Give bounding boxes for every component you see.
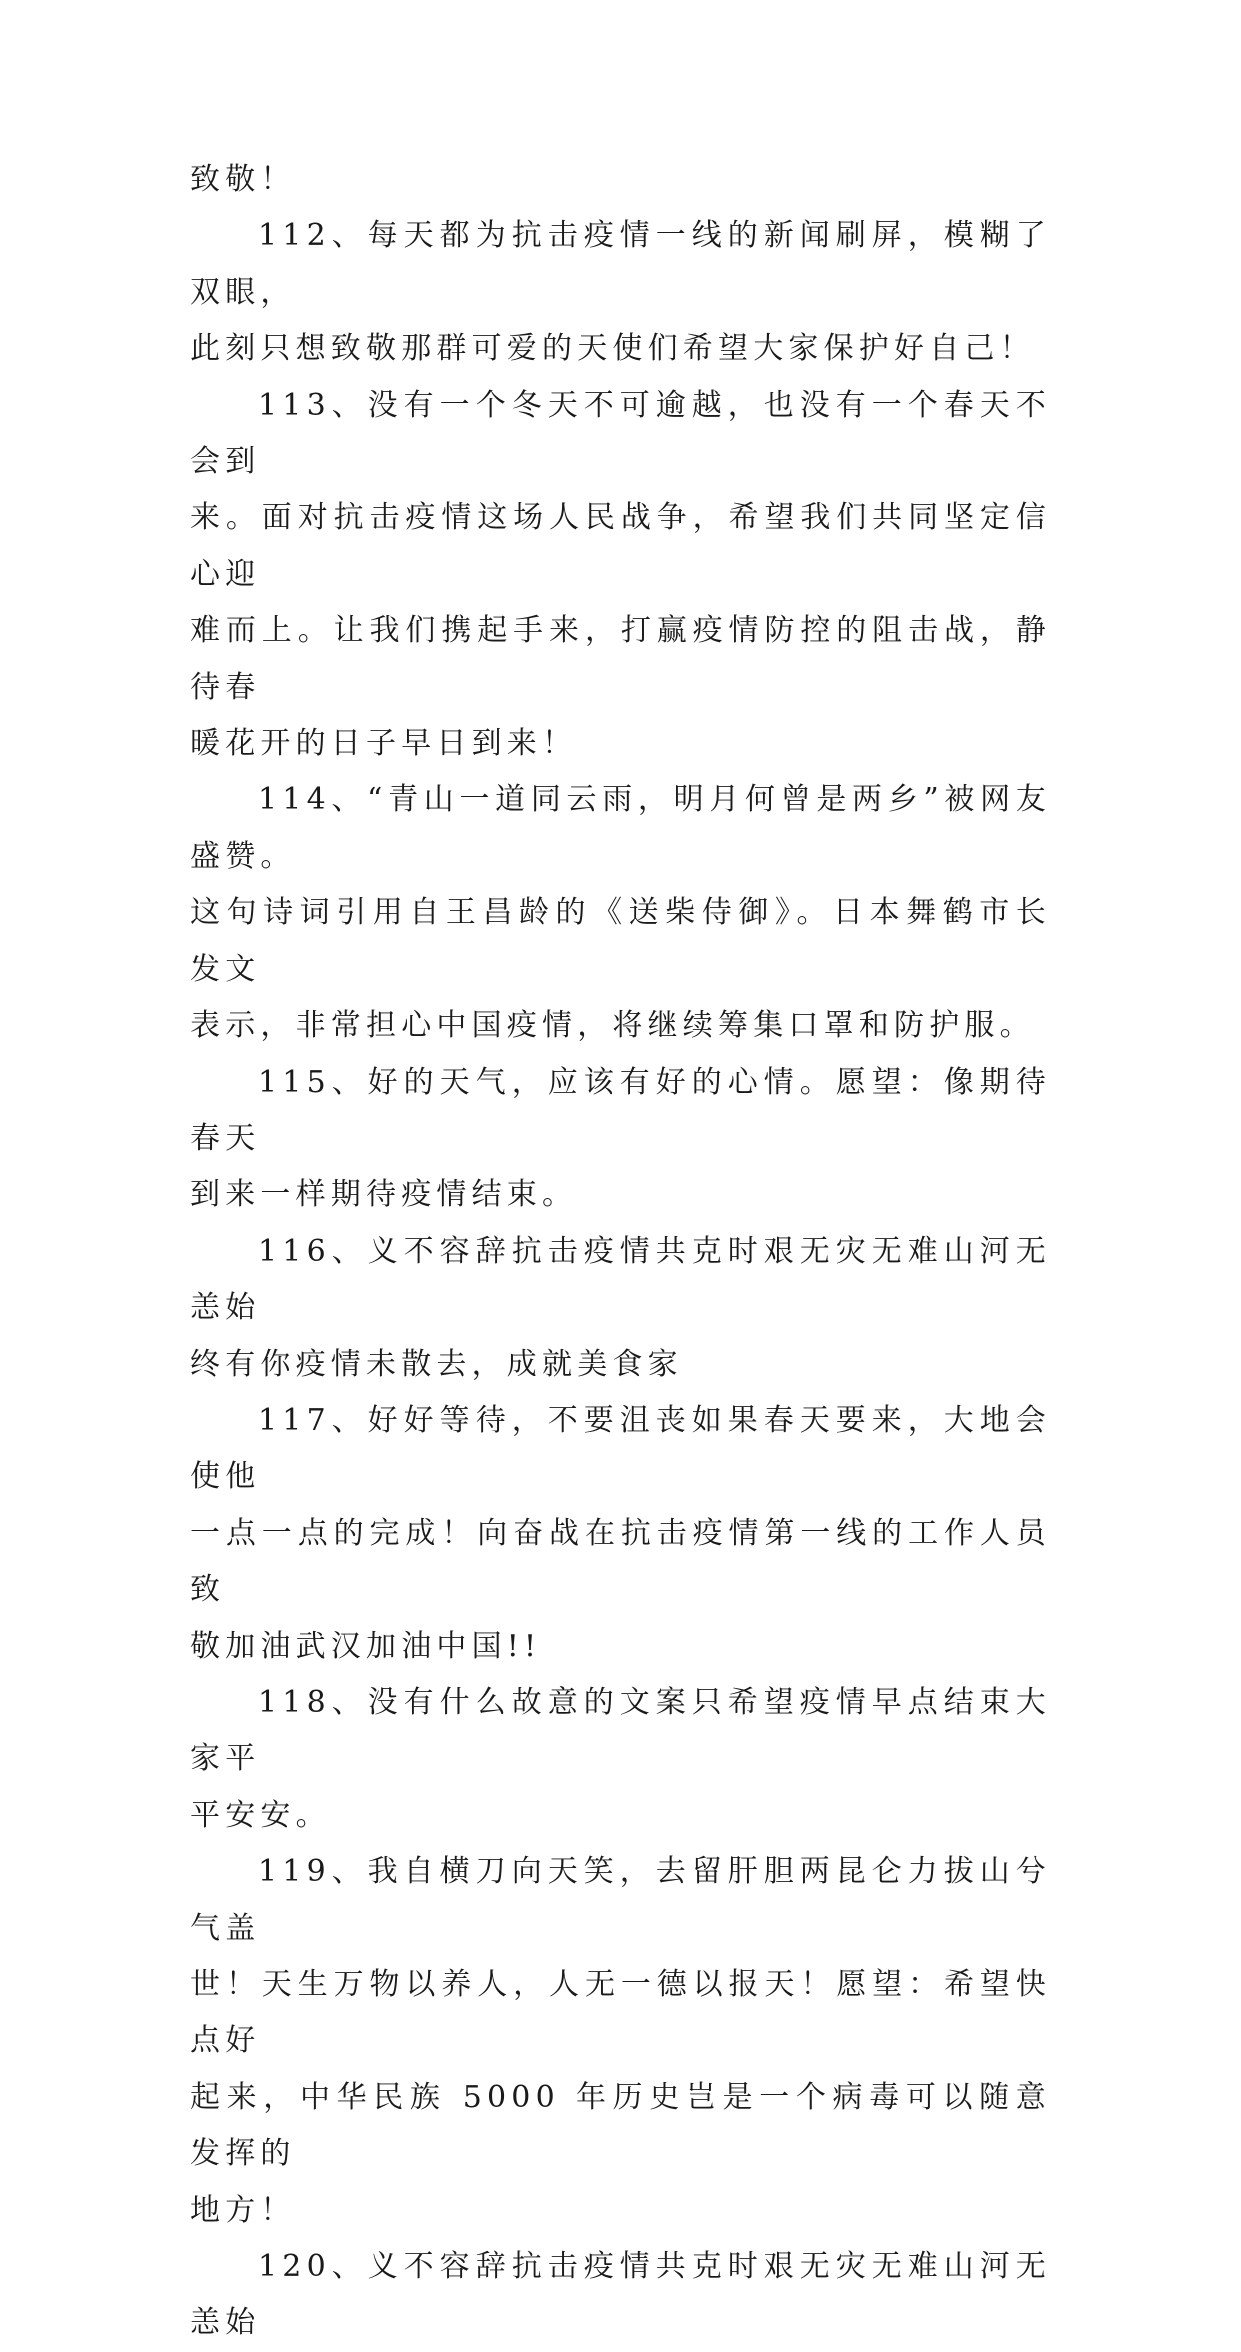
text-line: 终有你疫情未散去，成就美食家 bbox=[190, 1346, 683, 1382]
text-line: 此刻只想致敬那群可爱的天使们希望大家保护好自己！ bbox=[190, 331, 1035, 367]
text-line: 敬加油武汉加油中国!! bbox=[190, 1628, 542, 1664]
text-line: 这句诗词引用自王昌龄的《送柴侍御》。日本舞鹤市长发文 bbox=[190, 895, 1051, 987]
text-line: 119、我自横刀向天笑，去留肝胆两昆仑力拔山兮气盖 bbox=[190, 1854, 1051, 1946]
text-line: 114、“青山一道同云雨，明月何曾是两乡”被网友盛赞。 bbox=[190, 782, 1051, 874]
text-line: 平安安。 bbox=[190, 1797, 331, 1833]
text-line: 一点一点的完成！向奋战在抗击疫情第一线的工作人员致 bbox=[190, 1515, 1051, 1608]
text-line: 到来一样期待疫情结束。 bbox=[190, 1177, 578, 1213]
text-line: 致敬！ bbox=[190, 162, 296, 197]
text-line: 暖花开的日子早日到来！ bbox=[190, 726, 578, 762]
text-line: 起来，中华民族 5000 年历史岂是一个病毒可以随意发挥的 bbox=[190, 2079, 1051, 2172]
text-line: 115、好的天气，应该有好的心情。愿望：像期待春天 bbox=[190, 1064, 1051, 1156]
text-line: 难而上。让我们携起手来，打赢疫情防控的阻击战，静待春 bbox=[190, 613, 1051, 705]
text-line: 112、每天都为抗击疫情一线的新闻刷屏，模糊了双眼， bbox=[190, 218, 1051, 310]
text-line: 117、好好等待，不要沮丧如果春天要来，大地会使他 bbox=[190, 1402, 1051, 1495]
text-line: 116、义不容辞抗击疫情共克时艰无灾无难山河无恙始 bbox=[190, 1233, 1051, 1326]
text-line: 120、义不容辞抗击疫情共克时艰无灾无难山河无恙始 bbox=[190, 2249, 1051, 2341]
text-line: 118、没有什么故意的文案只希望疫情早点结束大家平 bbox=[190, 1684, 1051, 1777]
text-line: 113、没有一个冬天不可逾越，也没有一个春天不会到 bbox=[190, 387, 1051, 480]
text-line: 世！天生万物以养人，人无一德以报天！愿望：希望快点好 bbox=[190, 1967, 1051, 2059]
text-line: 来。面对抗击疫情这场人民战争，希望我们共同坚定信心迎 bbox=[190, 500, 1051, 592]
text-line: 地方！ bbox=[190, 2192, 296, 2228]
text-line: 表示，非常担心中国疫情，将继续筹集口罩和防护服。 bbox=[190, 1008, 1035, 1044]
document-body bbox=[190, 152, 1051, 2352]
